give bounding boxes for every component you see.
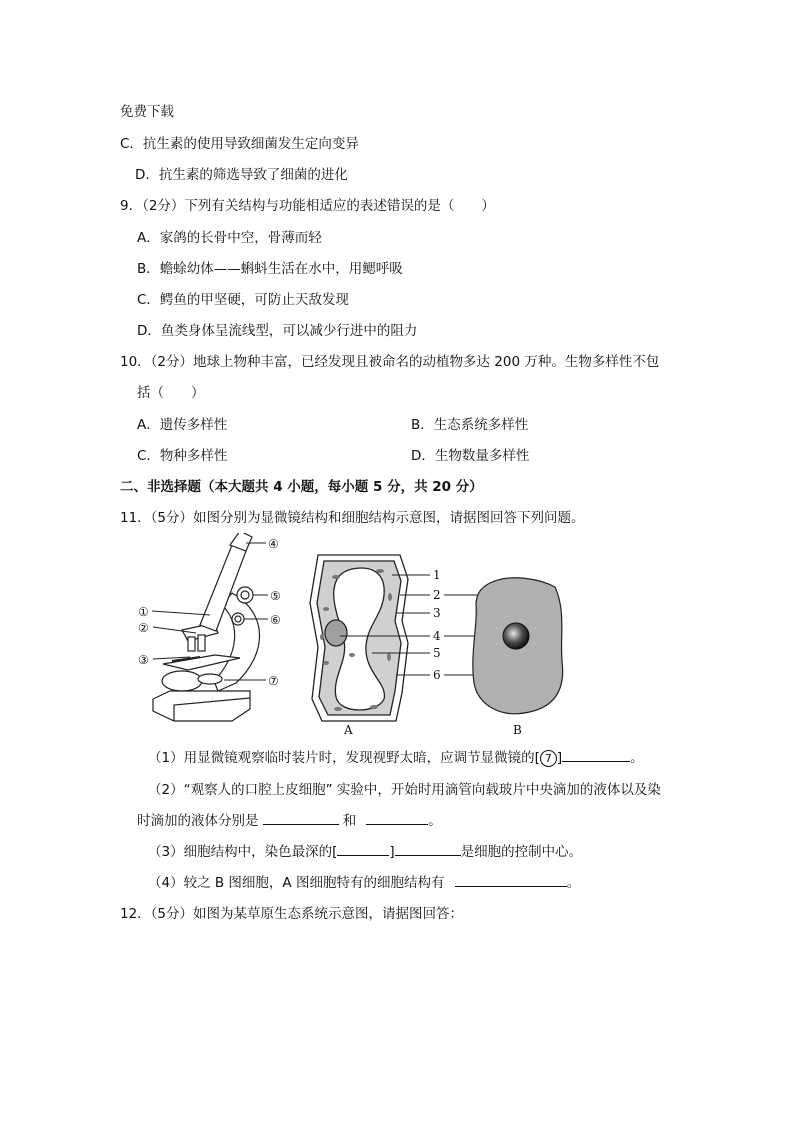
q11-sub4-blank[interactable] [455,874,567,887]
mic-label-4: ④ [268,537,279,551]
cell-a-label-5: 5 [433,646,441,660]
q10-option-b: B．生态系统多样性 [411,417,529,433]
q8-option-d: D．抗生素的筛选导致了细菌的进化 [135,167,348,183]
mic-label-5: ⑤ [270,589,281,603]
q11-figure [0,533,794,743]
q10-stem-cont: 括（ ） [137,385,205,401]
q11-sub3-bracket: ] [389,844,395,860]
q11-sub4-text: （4）较之 B 图细胞，A 图细胞特有的细胞结构有 [148,875,449,891]
q11-sub2-blank-2[interactable] [366,812,428,825]
plant-cell-drawing [310,555,408,721]
cell-a-label-6: 6 [433,668,441,682]
q11-sub2-blank-1[interactable] [263,812,339,825]
q9-option-b: B．蟾蜍幼体——蝌蚪生活在水中，用鳃呼吸 [137,261,403,277]
q8-option-c: C．抗生素的使用导致细菌发生定向变异 [120,136,359,152]
mic-label-7: ⑦ [268,674,279,688]
mic-label-6: ⑥ [270,613,281,627]
cell-a-label-2: 2 [433,588,441,602]
section-title: 二、非选择题（本大题共 4 小题，每小题 5 分，共 20 分） [120,479,483,495]
q10-option-c: C．物种多样性 [137,448,228,464]
q11-sub3-post: 是细胞的控制中心。 [460,844,583,860]
q9-option-a: A．家鸽的长骨中空，骨薄而轻 [137,230,322,246]
q11-sub3-text: （3）细胞结构中，染色最深的[ [148,844,338,860]
q11-sub4-end: 。 [566,875,581,891]
microscope-drawing [153,533,260,721]
q11-sub1-blank[interactable] [562,749,630,762]
q11-sub1-text: （1）用显微镜观察临时装片时，发现视野太暗，应调节显微镜的[ [148,750,540,766]
q11-sub1-bracket: ] [556,750,563,766]
q11-sub2-and: 和 [342,813,357,829]
q11-sub4 [148,874,580,892]
q11-sub1-mark: 7 [540,750,557,767]
q9-stem: 9．（2分）下列有关结构与功能相适应的表述错误的是（ ） [120,198,495,214]
cell-a-labels [433,568,441,682]
q11-sub2-text: 时滴加的液体分别是 [137,813,263,829]
q11-sub1-end: 。 [630,750,644,766]
q10-stem: 10．（2分）地球上物种丰富，已经发现且被命名的动植物多达 200 万种。生物多样性不包 [120,354,660,370]
q10-option-d: D．生物数量多样性 [411,448,530,464]
q11-sub2-line2 [137,812,442,830]
q11-sub2-line1: （2）“观察人的口腔上皮细胞” 实验中，开始时用滴管向载玻片中央滴加的液体以及染 [148,782,661,798]
mic-label-2: ② [138,621,149,635]
mic-label-1: ① [138,605,149,619]
q11-sub2-end: 。 [428,813,442,829]
cell-a-caption: A [344,723,353,737]
cell-a-label-1: 1 [433,568,441,582]
cell-a-label-3: 3 [433,606,441,620]
header-note: 免费下载 [120,104,174,120]
cell-a-label-4: 4 [433,629,441,643]
q9-option-c: C．鳄鱼的甲坚硬，可防止天敌发现 [137,292,349,308]
q11-sub3 [148,843,582,861]
q11-sub3-blank-2[interactable] [395,843,461,856]
q11-sub1 [148,749,644,767]
animal-cell-drawing [473,578,563,714]
q11-sub3-blank-1[interactable] [337,843,389,856]
q9-option-d: D．鱼类身体呈流线型，可以减少行进中的阻力 [137,323,418,339]
mic-label-3: ③ [138,653,149,667]
q12-stem: 12．（5分）如图为某草原生态系统示意图，请据图回答： [120,906,464,922]
q11-stem: 11．（5分）如图分别为显微镜结构和细胞结构示意图，请据图回答下列问题。 [120,510,585,526]
q10-option-a: A．遗传多样性 [137,417,228,433]
cell-b-caption: B [513,723,522,737]
